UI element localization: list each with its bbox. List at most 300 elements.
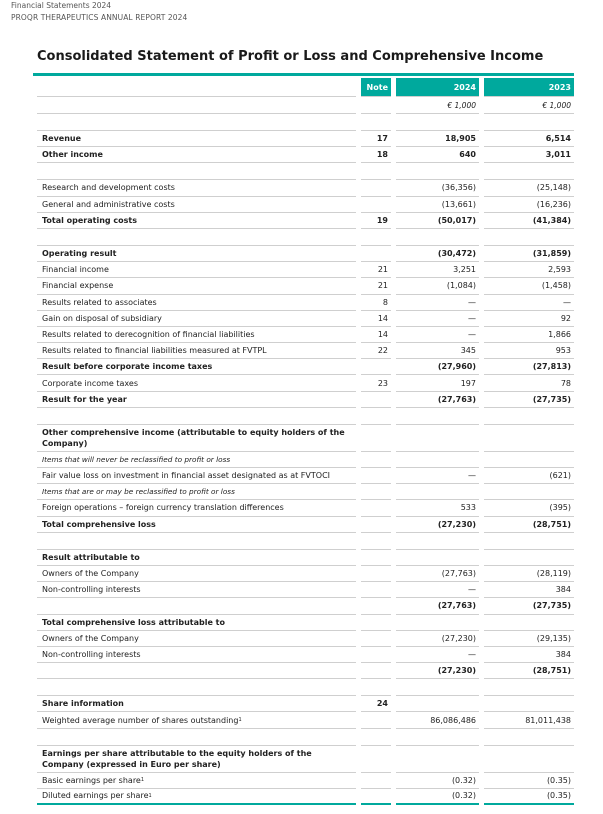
table-row (33, 452, 574, 468)
value-2023 (484, 375, 574, 391)
table-row (33, 773, 574, 789)
row-note (361, 114, 391, 131)
row-label (37, 647, 356, 663)
value-2024 (396, 359, 479, 375)
column-header-2024: 2024 (396, 78, 479, 97)
footnote-marker: 1 (148, 792, 152, 799)
row-label (37, 468, 356, 484)
table-row (33, 647, 574, 663)
value-2023-text: 1,866 (548, 329, 571, 339)
row-note (361, 663, 391, 679)
value-2023 (484, 311, 574, 327)
table-row (33, 262, 574, 278)
row-label (37, 484, 356, 500)
table-row (33, 295, 574, 311)
row-label (37, 114, 356, 131)
row-label (37, 566, 356, 582)
value-2024 (396, 729, 479, 746)
value-2023-text: (25,148) (536, 183, 571, 193)
value-2023 (484, 582, 574, 598)
row-label-text: Results related to financial liabilities measured at FVTPL (42, 346, 267, 356)
value-2023 (484, 729, 574, 746)
column-header-note: Note (361, 78, 391, 97)
row-note (361, 180, 391, 196)
row-note (361, 746, 391, 773)
row-note (361, 533, 391, 550)
table-row (33, 392, 574, 408)
row-label (37, 295, 356, 311)
row-label-text: Earnings per share attributable to the equity holders of the Company (expressed in Euro per share) (42, 748, 312, 769)
value-2023 (484, 278, 574, 294)
value-2023 (484, 408, 574, 425)
row-label-text: Financial income (42, 265, 109, 275)
value-2023 (484, 631, 574, 647)
value-2024 (396, 375, 479, 391)
row-note (361, 359, 391, 375)
value-2023-text: 384 (555, 585, 571, 595)
row-label (37, 180, 356, 196)
row-label (37, 359, 356, 375)
row-note (361, 197, 391, 213)
spacer-row (33, 533, 574, 550)
value-2023 (484, 343, 574, 359)
value-2023-text: 2,593 (548, 265, 571, 275)
row-label-text: Gain on disposal of subsidiary (42, 313, 162, 323)
value-2024 (396, 598, 479, 614)
value-2024-text: (27,230) (441, 633, 476, 643)
unit-2023: € 1,000 (484, 97, 574, 114)
value-2023-text: (27,735) (532, 394, 571, 404)
row-note (361, 773, 391, 789)
value-2024 (396, 533, 479, 550)
value-2024-text: (27,230) (437, 666, 476, 676)
row-note (361, 425, 391, 452)
row-label (37, 229, 356, 246)
value-2023 (484, 147, 574, 163)
table-row (33, 746, 574, 773)
value-2023 (484, 566, 574, 582)
row-note-text: 14 (377, 313, 388, 323)
row-label (37, 500, 356, 516)
value-2024 (396, 484, 479, 500)
row-note (361, 311, 391, 327)
row-label (37, 746, 356, 773)
row-label (37, 425, 356, 452)
row-label-text: Diluted earnings per share (42, 791, 149, 801)
row-label-text: Foreign operations – foreign currency translation differences (42, 503, 284, 513)
row-label-text: Items that will never be reclassified to profit or loss (42, 454, 231, 464)
value-2024 (396, 789, 479, 805)
table-row (33, 375, 574, 391)
row-note-text: 24 (376, 699, 388, 709)
value-2023 (484, 615, 574, 631)
report-name-header: PROQR THERAPEUTICS ANNUAL REPORT 2024 (11, 13, 188, 22)
table-row (33, 712, 574, 728)
table-row (33, 615, 574, 631)
row-note (361, 582, 391, 598)
table-row (33, 343, 574, 359)
value-2023 (484, 647, 574, 663)
row-label-text: Total comprehensive loss attributable to (42, 617, 225, 627)
value-2024 (396, 295, 479, 311)
table-row (33, 213, 574, 229)
value-2024-text: (0.32) (451, 791, 476, 801)
row-note-text: 21 (377, 265, 388, 275)
spacer-row (33, 114, 574, 131)
value-2023-text: (28,119) (536, 569, 571, 579)
value-2023 (484, 598, 574, 614)
table-body (33, 114, 574, 805)
table-row (33, 696, 574, 712)
value-2023 (484, 359, 574, 375)
value-2023-text: 78 (560, 378, 571, 388)
row-label-text: Research and development costs (42, 183, 175, 193)
row-note (361, 408, 391, 425)
table-row (33, 311, 574, 327)
row-label (37, 533, 356, 550)
table-row (33, 147, 574, 163)
row-note (361, 500, 391, 516)
table-row (33, 278, 574, 294)
value-2023 (484, 180, 574, 196)
row-label (37, 163, 356, 180)
value-2024 (396, 343, 479, 359)
table-row (33, 425, 574, 452)
value-2023-text: (27,813) (532, 362, 571, 372)
value-2023-text: 384 (555, 649, 571, 659)
row-note (361, 452, 391, 468)
value-2024 (396, 773, 479, 789)
value-2023 (484, 131, 574, 147)
table-row (33, 663, 574, 679)
value-2024 (396, 262, 479, 278)
value-2024-text: (27,763) (441, 569, 476, 579)
row-label-text: Results related to associates (42, 297, 157, 307)
row-label-text: Share information (42, 699, 124, 709)
value-2024-text: (13,661) (441, 199, 476, 209)
value-2023-text: — (563, 297, 571, 307)
value-2023-text: (16,236) (536, 199, 571, 209)
row-note (361, 147, 391, 163)
unit-2024: € 1,000 (396, 97, 479, 114)
row-label-text: Operating result (42, 249, 117, 259)
value-2024 (396, 408, 479, 425)
value-2023-text: (41,384) (532, 215, 571, 225)
row-label (37, 615, 356, 631)
row-label-text: Result before corporate income taxes (42, 362, 213, 372)
spacer-row (33, 229, 574, 246)
value-2024-text: (27,230) (437, 519, 476, 529)
row-label-text: Total comprehensive loss (42, 519, 156, 529)
value-2023 (484, 746, 574, 773)
statement-title: Consolidated Statement of Profit or Loss and Comprehensive Income (37, 49, 544, 64)
value-2024-text: — (468, 297, 476, 307)
row-label (37, 452, 356, 468)
row-label-text: Non-controlling interests (42, 585, 141, 595)
value-2023 (484, 197, 574, 213)
column-header-2023: 2023 (484, 78, 574, 97)
spacer-row (33, 729, 574, 746)
value-2024 (396, 566, 479, 582)
row-label (37, 712, 356, 728)
value-2023-text: 81,011,438 (525, 715, 571, 725)
row-label (37, 131, 356, 147)
value-2023-text: (31,859) (532, 249, 571, 259)
table-row (33, 246, 574, 262)
row-note-text: 14 (377, 329, 388, 339)
row-label-text: Owners of the Company (42, 569, 139, 579)
value-2023 (484, 789, 574, 805)
spacer-row (33, 679, 574, 696)
unit-row (33, 97, 574, 114)
value-2024 (396, 712, 479, 728)
value-2024 (396, 468, 479, 484)
row-note (361, 246, 391, 262)
row-note (361, 343, 391, 359)
table-row (33, 631, 574, 647)
value-2023-text: 92 (560, 313, 571, 323)
header-label-cell (37, 78, 356, 97)
value-2024-text: (50,017) (437, 215, 476, 225)
row-label (37, 197, 356, 213)
row-label-text: Revenue (42, 134, 82, 144)
row-note (361, 468, 391, 484)
footnote-marker: 1 (238, 717, 242, 724)
row-note (361, 484, 391, 500)
row-label-text: Non-controlling interests (42, 649, 141, 659)
value-2024 (396, 663, 479, 679)
value-2024 (396, 229, 479, 246)
row-note (361, 550, 391, 566)
value-2023 (484, 712, 574, 728)
row-label (37, 598, 356, 614)
row-note (361, 712, 391, 728)
value-2024-text: (0.32) (451, 775, 476, 785)
value-2024-text: — (468, 329, 476, 339)
value-2024 (396, 647, 479, 663)
document-section-header: Financial Statements 2024 (11, 1, 112, 10)
income-statement-table (33, 78, 574, 805)
value-2023 (484, 500, 574, 516)
row-label (37, 213, 356, 229)
row-note (361, 696, 391, 712)
row-note-text: 21 (377, 281, 388, 291)
value-2023 (484, 213, 574, 229)
row-label (37, 392, 356, 408)
row-label (37, 550, 356, 566)
row-note (361, 213, 391, 229)
row-label (37, 278, 356, 294)
value-2024-text: 345 (460, 346, 476, 356)
value-2024-text: 3,251 (453, 265, 476, 275)
row-note (361, 392, 391, 408)
accent-top-rule (33, 73, 574, 76)
value-2024-text: (30,472) (437, 249, 476, 259)
row-note-text: 22 (377, 346, 388, 356)
row-label-text: Corporate income taxes (42, 378, 138, 388)
value-2023 (484, 163, 574, 180)
value-2024-text: — (468, 649, 476, 659)
value-2024 (396, 114, 479, 131)
value-2024-text: 533 (460, 503, 476, 513)
row-note (361, 229, 391, 246)
row-label (37, 343, 356, 359)
unit-label-cell (37, 97, 356, 114)
row-note (361, 631, 391, 647)
value-2023-text: 6,514 (545, 134, 571, 144)
row-label-text: Items that are or may be reclassified to profit or loss (42, 487, 235, 497)
row-label (37, 696, 356, 712)
row-note-text: 19 (376, 215, 388, 225)
value-2023 (484, 246, 574, 262)
value-2023 (484, 517, 574, 533)
value-2024 (396, 278, 479, 294)
value-2024 (396, 392, 479, 408)
value-2024-text: — (468, 471, 476, 481)
row-label (37, 582, 356, 598)
value-2023-text: (1,458) (541, 281, 571, 291)
row-label-text: Other comprehensive income (attributable to equity holders of the Company) (42, 427, 345, 448)
table-row (33, 517, 574, 533)
value-2024 (396, 246, 479, 262)
row-note (361, 647, 391, 663)
row-note (361, 729, 391, 746)
row-note (361, 278, 391, 294)
spacer-row (33, 408, 574, 425)
value-2023-text: 953 (555, 346, 571, 356)
value-2023 (484, 114, 574, 131)
spacer-row (33, 163, 574, 180)
value-2024-text: 18,905 (445, 134, 476, 144)
row-label-text: General and administrative costs (42, 199, 175, 209)
row-label (37, 262, 356, 278)
value-2023 (484, 696, 574, 712)
value-2024 (396, 615, 479, 631)
row-note-text: 23 (377, 378, 388, 388)
value-2024 (396, 197, 479, 213)
row-note (361, 615, 391, 631)
row-label (37, 773, 356, 789)
row-note (361, 679, 391, 696)
value-2024 (396, 679, 479, 696)
value-2024 (396, 631, 479, 647)
value-2023 (484, 484, 574, 500)
value-2023 (484, 229, 574, 246)
value-2024-text: 640 (459, 150, 476, 160)
row-note (361, 163, 391, 180)
table-row (33, 359, 574, 375)
row-label-text: Result for the year (42, 394, 127, 404)
row-label (37, 663, 356, 679)
value-2024 (396, 500, 479, 516)
value-2024-text: (36,356) (441, 183, 476, 193)
value-2024-text: (27,960) (437, 362, 476, 372)
row-note (361, 789, 391, 805)
row-note-text: 8 (382, 297, 388, 307)
value-2024 (396, 452, 479, 468)
value-2023 (484, 663, 574, 679)
value-2024 (396, 517, 479, 533)
value-2023-text: (0.35) (546, 775, 571, 785)
row-note (361, 598, 391, 614)
row-label (37, 729, 356, 746)
value-2023-text: 3,011 (545, 150, 571, 160)
row-note (361, 295, 391, 311)
value-2024-text: (1,084) (446, 281, 476, 291)
value-2023 (484, 679, 574, 696)
value-2024 (396, 550, 479, 566)
value-2023-text: (29,135) (536, 633, 571, 643)
table-row (33, 550, 574, 566)
value-2024 (396, 180, 479, 196)
row-note-text: 18 (376, 150, 388, 160)
table-row (33, 500, 574, 516)
value-2023 (484, 392, 574, 408)
value-2024 (396, 147, 479, 163)
table-row (33, 484, 574, 500)
row-label (37, 631, 356, 647)
row-label (37, 311, 356, 327)
value-2024-text: (27,763) (437, 394, 476, 404)
row-label (37, 679, 356, 696)
row-note (361, 327, 391, 343)
value-2024 (396, 746, 479, 773)
table-row (33, 468, 574, 484)
value-2023 (484, 295, 574, 311)
table-row (33, 789, 574, 805)
footnote-marker: 1 (140, 777, 145, 784)
row-label (37, 246, 356, 262)
row-note (361, 517, 391, 533)
row-label-text: Total operating costs (42, 215, 137, 225)
value-2023 (484, 550, 574, 566)
value-2024 (396, 311, 479, 327)
row-label-text: Financial expense (42, 281, 114, 291)
value-2023-text: (28,751) (532, 666, 571, 676)
row-label-text: Weighted average number of shares outstanding (42, 715, 239, 725)
table-row (33, 180, 574, 196)
row-label (37, 408, 356, 425)
row-label-text: Results related to derecognition of financial liabilities (42, 329, 255, 339)
value-2023 (484, 425, 574, 452)
row-note-text: 17 (376, 134, 388, 144)
value-2024 (396, 163, 479, 180)
value-2023 (484, 533, 574, 550)
row-note (361, 375, 391, 391)
table-row (33, 566, 574, 582)
value-2023-text: (28,751) (532, 519, 571, 529)
row-note (361, 262, 391, 278)
row-label-text: Fair value loss on investment in financial asset designated as at FVTOCI (42, 471, 331, 481)
row-note (361, 131, 391, 147)
value-2024-text: — (468, 313, 476, 323)
row-label (37, 789, 356, 805)
row-label-text: Basic earnings per share (42, 775, 141, 785)
value-2024 (396, 131, 479, 147)
value-2024 (396, 582, 479, 598)
unit-note-cell (361, 97, 391, 114)
value-2024-text: (27,763) (437, 601, 476, 611)
value-2024 (396, 327, 479, 343)
value-2024-text: 86,086,486 (430, 715, 476, 725)
row-label (37, 517, 356, 533)
table-row (33, 131, 574, 147)
value-2023-text: (621) (549, 471, 571, 481)
value-2023 (484, 773, 574, 789)
table-row (33, 582, 574, 598)
value-2023-text: (395) (549, 503, 571, 513)
table-row (33, 197, 574, 213)
